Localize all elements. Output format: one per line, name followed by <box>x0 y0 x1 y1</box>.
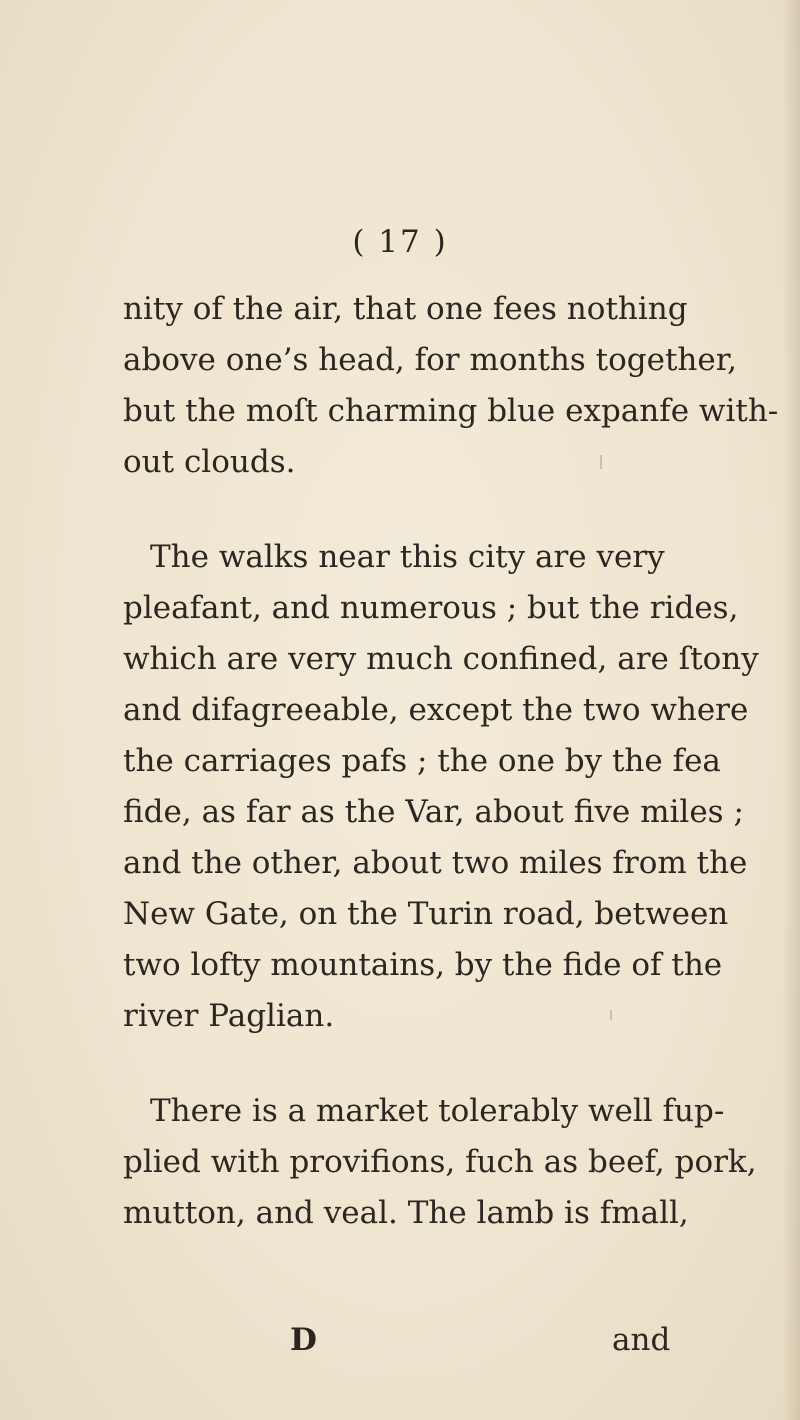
text-line: out clouds. <box>123 444 296 480</box>
text-line: nity of the air, that one fees nothing <box>123 291 688 327</box>
page-edge-shadow <box>782 0 800 1420</box>
text-line: fide, as far as the Var, about five miles ; <box>123 794 744 830</box>
text-line: but the moſt charming blue expanfe with- <box>123 393 779 429</box>
text-line: the carriages pafs ; the one by the fea <box>123 743 721 779</box>
text-line: The walks near this city are very <box>150 539 665 575</box>
paragraph-1 <box>123 284 779 488</box>
text-line: above one’s head, for months together, <box>123 342 738 378</box>
text-line: and the other, about two miles from the <box>123 845 748 881</box>
text-line: There is a market tolerably well fup- <box>150 1093 725 1129</box>
body-text <box>123 284 779 1239</box>
catchword: and <box>612 1322 671 1358</box>
signature-mark: D <box>290 1322 317 1358</box>
text-line: New Gate, on the Turin road, between <box>123 896 729 932</box>
footer-line <box>0 1322 800 1362</box>
page-number: ( 17 ) <box>352 224 448 260</box>
paragraph-2 <box>123 532 759 1042</box>
text-line: river Paglian. <box>123 998 335 1034</box>
text-line: which are very much confined, are ſtony <box>123 641 759 677</box>
text-line: and difagreeable, except the two where <box>123 692 749 728</box>
paragraph-3 <box>123 1086 757 1239</box>
text-line: mutton, and veal. The lamb is fmall, <box>123 1195 689 1231</box>
text-line: plied with provifions, fuch as beef, pork, <box>123 1144 757 1180</box>
text-line: pleafant, and numerous ; but the rides, <box>123 590 739 626</box>
text-line: two lofty mountains, by the fide of the <box>123 947 723 983</box>
